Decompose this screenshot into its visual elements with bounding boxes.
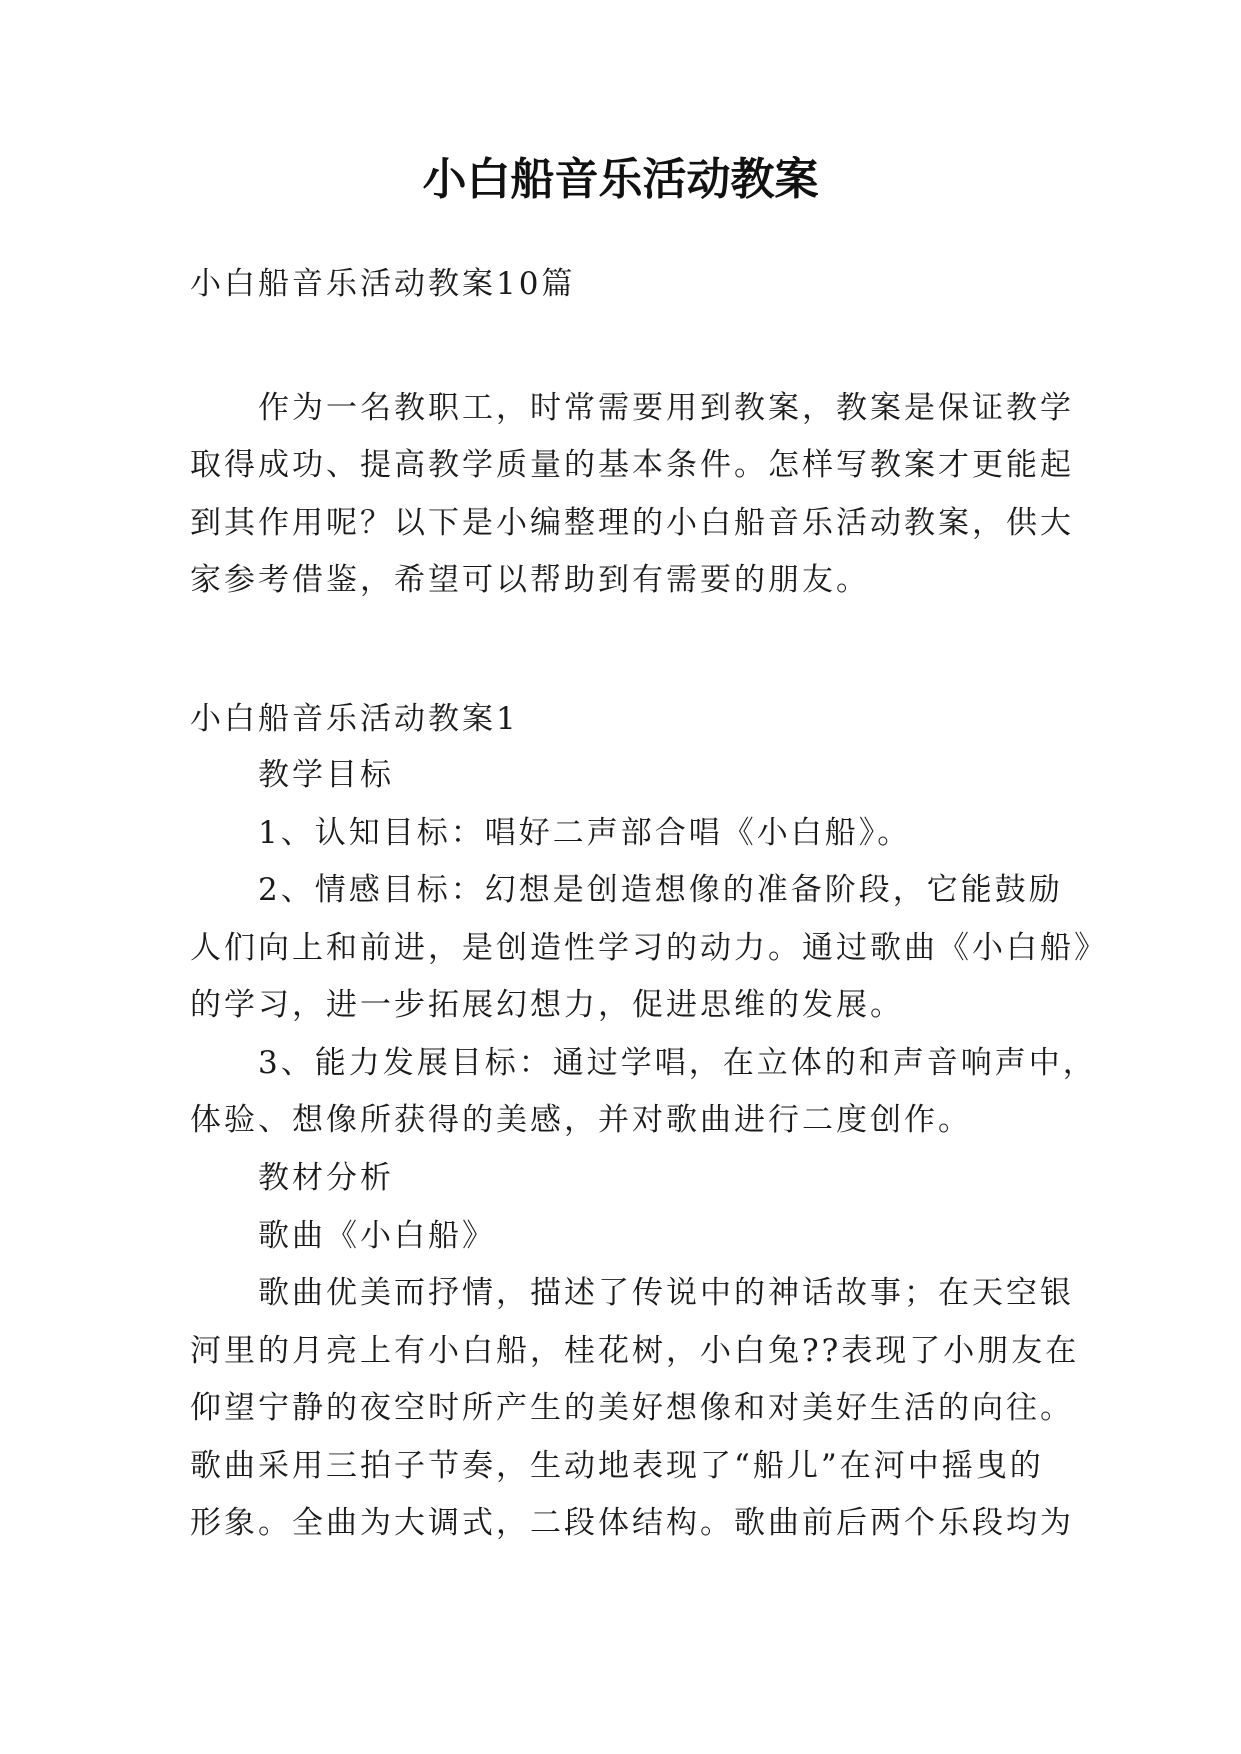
intro-line: 到其作用呢？以下是小编整理的小白船音乐活动教案，供大 <box>190 505 1074 541</box>
document-subtitle: 小白船音乐活动教案10篇 <box>190 266 576 302</box>
body-line: 歌曲采用三拍子节奏，生动地表现了“船儿”在河中摇曳的 <box>190 1448 1044 1484</box>
document-title: 小白船音乐活动教案 <box>422 154 819 205</box>
body-line: 2、情感目标：幻想是创造想像的准备阶段，它能鼓励 <box>258 872 1063 908</box>
subheading-material-analysis: 教材分析 <box>258 1160 394 1196</box>
intro-line: 家参考借鉴，希望可以帮助到有需要的朋友。 <box>190 562 870 598</box>
section-heading: 小白船音乐活动教案1 <box>190 701 519 737</box>
intro-line: 作为一名教职工，时常需要用到教案，教案是保证教学 <box>258 390 1074 426</box>
body-line: 人们向上和前进，是创造性学习的动力。通过歌曲《小白船》 <box>190 930 1108 966</box>
body-line: 歌曲优美而抒情，描述了传说中的神话故事；在天空银 <box>258 1275 1074 1311</box>
body-line: 仰望宁静的夜空时所产生的美好想像和对美好生活的向往。 <box>190 1390 1074 1426</box>
intro-line: 取得成功、提高教学质量的基本条件。怎样写教案才更能起 <box>190 447 1074 483</box>
subheading-teaching-goals: 教学目标 <box>258 757 394 793</box>
body-line: 河里的月亮上有小白船，桂花树，小白兔??表现了小朋友在 <box>190 1333 1080 1369</box>
song-title-line: 歌曲《小白船》 <box>258 1218 496 1254</box>
body-line: 体验、想像所获得的美感，并对歌曲进行二度创作。 <box>190 1102 972 1138</box>
body-line: 1、认知目标：唱好二声部合唱《小白船》。 <box>258 815 912 851</box>
body-line: 3、能力发展目标：通过学唱，在立体的和声音响声中， <box>258 1045 1097 1081</box>
body-line: 的学习，进一步拓展幻想力，促进思维的发展。 <box>190 987 904 1023</box>
body-line: 形象。全曲为大调式，二段体结构。歌曲前后两个乐段均为 <box>190 1505 1074 1541</box>
